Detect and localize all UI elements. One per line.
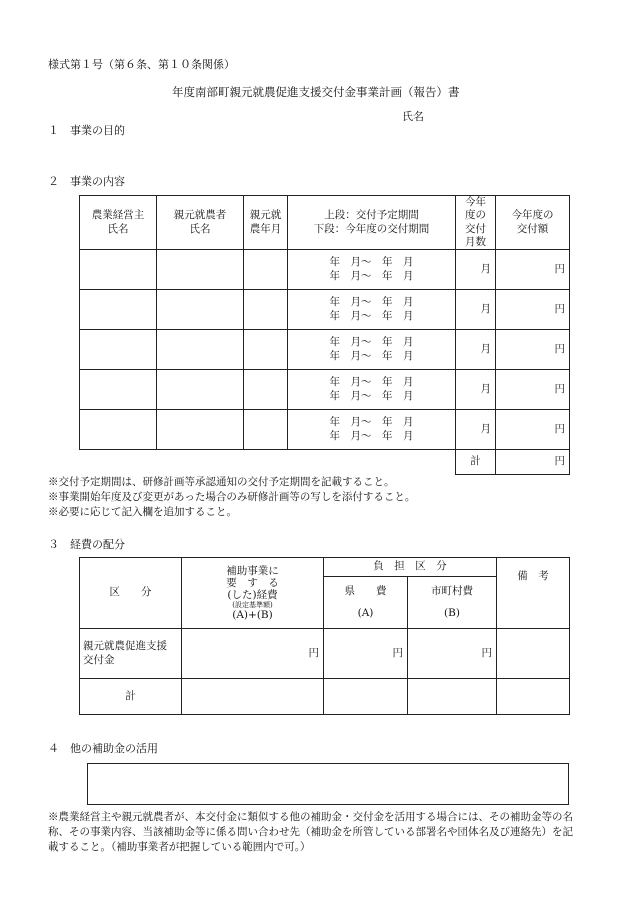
farm-manager-cell[interactable] <box>80 290 157 330</box>
cost-line: (A)+(B) <box>232 609 273 622</box>
table-row <box>80 250 570 290</box>
table-row <box>80 290 570 330</box>
section1-heading: １ 事業の目的 <box>48 124 125 137</box>
section2-heading: ２ 事業の内容 <box>48 175 125 188</box>
pref-amount-cell[interactable]: 円 <box>324 629 408 679</box>
note-line: ※事業開始年度及び変更があった場合のみ研修計画等の写しを添付すること。 <box>48 491 416 503</box>
total-label: 計 <box>80 679 182 715</box>
months-cell[interactable]: 月 <box>456 410 496 450</box>
document-title: 年度南部町親元就農促進支援交付金事業計画（報告）書 <box>172 85 460 99</box>
section4-heading: ４ 他の補助金の活用 <box>48 742 158 755</box>
name-label: 氏名 <box>402 110 424 123</box>
start-month-cell[interactable] <box>244 370 288 410</box>
section2-notes <box>48 475 415 520</box>
amount-cell[interactable]: 円 <box>496 370 570 410</box>
amount-cell[interactable]: 円 <box>496 410 570 450</box>
city-label: 市町村費 <box>431 585 473 598</box>
period-cell[interactable]: 年 月〜 年 月 年 月〜 年 月 <box>288 330 456 370</box>
farm-manager-cell[interactable] <box>80 330 157 370</box>
header-kubun: 区 分 <box>80 558 182 629</box>
pref-label: 県 費 <box>344 585 387 598</box>
successor-cell[interactable] <box>157 370 244 410</box>
cost-line-standard: (設定基準額) <box>232 601 273 610</box>
cost-line: (した)経費 <box>227 588 278 601</box>
table-row <box>80 629 570 679</box>
farm-manager-cell[interactable] <box>80 370 157 410</box>
period-cell[interactable]: 年 月〜 年 月 年 月〜 年 月 <box>288 370 456 410</box>
months-cell[interactable]: 月 <box>456 290 496 330</box>
farm-manager-cell[interactable] <box>80 250 157 290</box>
amount-cell[interactable]: 円 <box>496 290 570 330</box>
city-mark: (B) <box>444 606 460 619</box>
city-amount-cell[interactable]: 円 <box>408 629 497 679</box>
header-remarks: 備 考 <box>497 558 570 629</box>
total-city-cell[interactable] <box>408 679 497 715</box>
start-month-cell[interactable] <box>244 250 288 290</box>
note-line: ※交付予定期間は、研修計画等承認通知の交付予定期間を記載すること。 <box>48 476 395 488</box>
period-cell[interactable]: 年 月〜 年 月 年 月〜 年 月 <box>288 250 456 290</box>
period-cell[interactable]: 年 月〜 年 月 年 月〜 年 月 <box>288 290 456 330</box>
total-label: 計 <box>456 450 496 475</box>
table-row <box>80 330 570 370</box>
table-row <box>80 410 570 450</box>
cost-line: 要 す る <box>226 576 279 589</box>
header-cost <box>182 558 324 629</box>
form-number: 様式第１号（第６条、第１０条関係） <box>48 58 235 71</box>
section3-heading: ３ 経費の配分 <box>48 538 125 551</box>
successor-cell[interactable] <box>157 410 244 450</box>
pref-mark: (A) <box>357 606 374 619</box>
header-successor: 親元就農者 氏名 <box>157 196 244 250</box>
total-cost-cell[interactable] <box>182 679 324 715</box>
header-months: 今年 度の 交付 月数 <box>456 196 496 250</box>
header-pref <box>324 577 408 629</box>
farm-manager-cell[interactable] <box>80 410 157 450</box>
header-start-month: 親元就 農年月 <box>244 196 288 250</box>
other-subsidy-box[interactable] <box>87 763 569 805</box>
remarks-cell[interactable] <box>497 629 570 679</box>
subsidy-label: 親元就農促進支援 交付金 <box>80 629 182 679</box>
total-row <box>80 679 570 715</box>
months-cell[interactable]: 月 <box>456 370 496 410</box>
total-remarks-cell[interactable] <box>497 679 570 715</box>
total-amount-cell[interactable]: 円 <box>496 450 570 475</box>
months-cell[interactable]: 月 <box>456 250 496 290</box>
cost-line: 補助事業に <box>226 564 279 577</box>
start-month-cell[interactable] <box>244 290 288 330</box>
start-month-cell[interactable] <box>244 330 288 370</box>
header-burden: 負 担 区 分 <box>324 558 497 577</box>
note-line: ※必要に応じて記入欄を追加すること。 <box>48 506 237 518</box>
header-amount: 今年度の 交付額 <box>496 196 570 250</box>
start-month-cell[interactable] <box>244 410 288 450</box>
successor-cell[interactable] <box>157 290 244 330</box>
period-cell[interactable]: 年 月〜 年 月 年 月〜 年 月 <box>288 410 456 450</box>
business-content-table <box>79 195 570 475</box>
table-row <box>80 370 570 410</box>
cost-amount-cell[interactable]: 円 <box>182 629 324 679</box>
total-row <box>80 450 570 475</box>
successor-cell[interactable] <box>157 250 244 290</box>
total-pref-cell[interactable] <box>324 679 408 715</box>
header-period: 上段：交付予定期間 下段：今年度の交付期間 <box>288 196 456 250</box>
header-farm-manager: 農業経営主 氏名 <box>80 196 157 250</box>
expense-allocation-table <box>79 557 570 715</box>
section4-note: ※農業経営主や親元就農者が、本交付金に類似する他の補助金・交付金を活用する場合には、その補助金等の名称、その事業内容、当該補助金等に係る問い合わせ先（補助金を所管している部署名や団体名及び連絡先）を記載すること。（補助事業者が把握している範囲内で可。） <box>48 811 573 853</box>
amount-cell[interactable]: 円 <box>496 330 570 370</box>
header-city <box>408 577 497 629</box>
amount-cell[interactable]: 円 <box>496 250 570 290</box>
successor-cell[interactable] <box>157 330 244 370</box>
total-spacer <box>80 450 456 475</box>
months-cell[interactable]: 月 <box>456 330 496 370</box>
